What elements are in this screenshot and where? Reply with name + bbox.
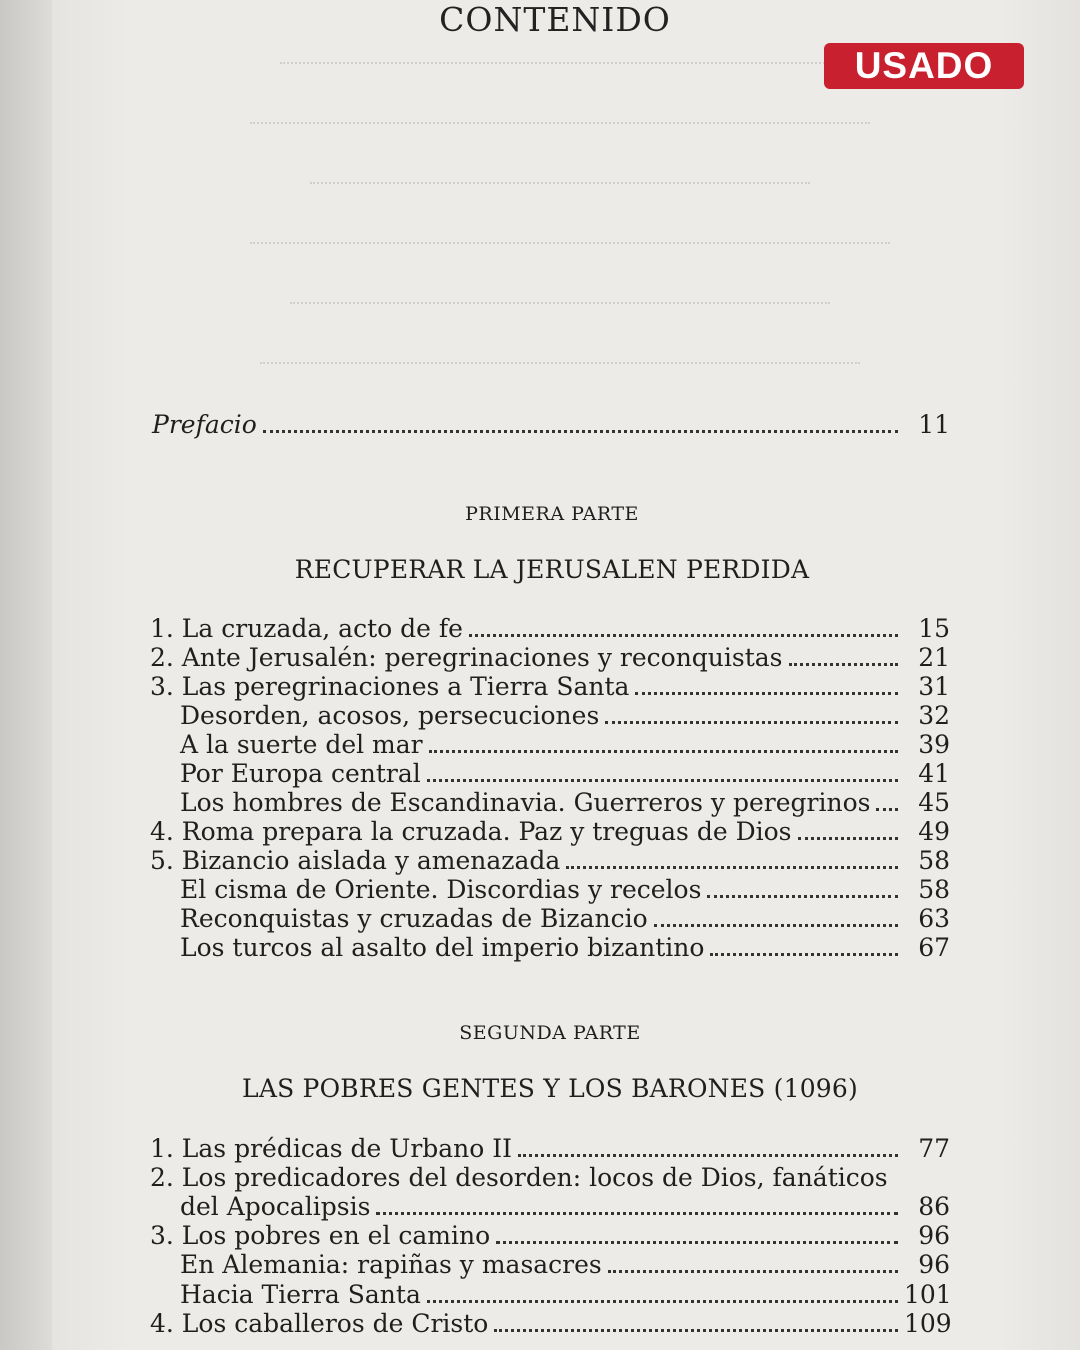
- toc-subentry[interactable]: [180, 904, 950, 933]
- part-title: RECUPERAR LA JERUSALEN PERDIDA: [294, 555, 810, 584]
- toc-page-number: 41: [918, 759, 950, 788]
- dot-leader: [518, 1154, 898, 1157]
- toc-subentry[interactable]: [180, 788, 950, 817]
- toc-page-number: 31: [918, 672, 950, 701]
- toc-page-number: 21: [918, 643, 950, 672]
- toc-entry-label: 1. Las prédicas de Urbano II: [150, 1134, 513, 1163]
- toc-entry-label: 5. Bizancio aislada y amenazada: [150, 846, 561, 875]
- part-label: PRIMERA PARTE: [465, 503, 639, 525]
- dot-leader: [496, 1241, 898, 1244]
- toc-page-number: 101: [904, 1280, 952, 1309]
- toc-entry-label: Los hombres de Escandinavia. Guerreros y peregrinos: [180, 788, 871, 817]
- toc-page-number: 109: [904, 1309, 952, 1338]
- dot-leader: [608, 1270, 898, 1273]
- page-gutter: [0, 0, 52, 1350]
- toc-entry[interactable]: [150, 846, 950, 875]
- dot-leader: [494, 1329, 898, 1332]
- dot-leader: [876, 808, 898, 811]
- toc-entry-label: En Alemania: rapiñas y masacres: [180, 1250, 602, 1279]
- dot-leader: [427, 1300, 898, 1303]
- toc-entry-label: Por Europa central: [180, 759, 421, 788]
- toc-entry[interactable]: [150, 1134, 950, 1163]
- dot-leader: [566, 866, 898, 869]
- toc-page-number: 32: [918, 701, 950, 730]
- toc-entry-label: El cisma de Oriente. Discordias y recelos: [180, 875, 702, 904]
- page-title: CONTENIDO: [439, 0, 671, 39]
- toc-page-number: 96: [918, 1221, 950, 1250]
- dot-leader: [376, 1212, 898, 1215]
- part-title: LAS POBRES GENTES Y LOS BARONES (1096): [242, 1074, 858, 1103]
- toc-page-number: 77: [918, 1134, 950, 1163]
- dot-leader: [469, 634, 898, 637]
- toc-subentry[interactable]: [180, 875, 950, 904]
- toc-page-number: 86: [918, 1192, 950, 1221]
- dot-leader: [263, 430, 898, 433]
- toc-entry[interactable]: [150, 817, 950, 846]
- toc-page-number: 49: [918, 817, 950, 846]
- toc-subentry[interactable]: [180, 933, 950, 962]
- toc-entry-label: 2. Ante Jerusalén: peregrinaciones y reconquistas: [150, 643, 783, 672]
- toc-page-number: 63: [918, 904, 950, 933]
- toc-subentry[interactable]: [180, 730, 950, 759]
- toc-page-number: 11: [918, 410, 950, 439]
- toc-entry-label: 4. Roma prepara la cruzada. Paz y treguas de Dios: [150, 817, 792, 846]
- toc-entry[interactable]: [150, 614, 950, 643]
- dot-leader: [654, 924, 898, 927]
- toc-entry-label: 3. Los pobres en el camino: [150, 1221, 491, 1250]
- toc-page-number: 15: [918, 614, 950, 643]
- dot-leader: [427, 779, 898, 782]
- dot-leader: [798, 837, 898, 840]
- toc-entry-label: 4. Los caballeros de Cristo: [150, 1309, 489, 1338]
- dot-leader: [710, 953, 898, 956]
- toc-entry-label: Reconquistas y cruzadas de Bizancio: [180, 904, 648, 933]
- toc-entry-label: Hacia Tierra Santa: [180, 1280, 421, 1309]
- dot-leader: [789, 663, 898, 666]
- toc-entry-label: 1. La cruzada, acto de fe: [150, 614, 463, 643]
- toc-page-number: 96: [918, 1250, 950, 1279]
- dot-leader: [429, 750, 898, 753]
- toc-page-number: 39: [918, 730, 950, 759]
- toc-entry-label: Prefacio: [152, 410, 257, 439]
- dot-leader: [635, 692, 898, 695]
- toc-entry[interactable]: [150, 1309, 950, 1338]
- toc-entry-label: 3. Las peregrinaciones a Tierra Santa: [150, 672, 630, 701]
- toc-subentry[interactable]: [180, 1250, 950, 1279]
- dot-leader: [707, 895, 898, 898]
- toc-page-number: 67: [918, 933, 950, 962]
- toc-entry-label: Desorden, acosos, persecuciones: [180, 701, 600, 730]
- toc-page-number: 58: [918, 875, 950, 904]
- toc-entry-prefacio[interactable]: [152, 410, 950, 439]
- toc-entry-label: A la suerte del mar: [180, 730, 423, 759]
- toc-subentry[interactable]: [180, 1192, 950, 1221]
- toc-entry[interactable]: [150, 1221, 950, 1250]
- toc-subentry[interactable]: [180, 1280, 950, 1309]
- toc-entry[interactable]: [150, 643, 950, 672]
- show-through-texture: [140, 48, 960, 328]
- used-badge: USADO: [824, 43, 1024, 89]
- toc-entry-label: del Apocalipsis: [180, 1192, 371, 1221]
- part-label: SEGUNDA PARTE: [459, 1022, 641, 1044]
- toc-entry-label-continued[interactable]: 2. Los predicadores del desorden: locos de Dios, fanáticos: [150, 1163, 888, 1192]
- toc-page-number: 45: [918, 788, 950, 817]
- toc-entry-label: Los turcos al asalto del imperio bizantino: [180, 933, 705, 962]
- toc-page-number: 58: [918, 846, 950, 875]
- toc-subentry[interactable]: [180, 759, 950, 788]
- dot-leader: [605, 721, 898, 724]
- toc-subentry[interactable]: [180, 701, 950, 730]
- toc-entry[interactable]: [150, 672, 950, 701]
